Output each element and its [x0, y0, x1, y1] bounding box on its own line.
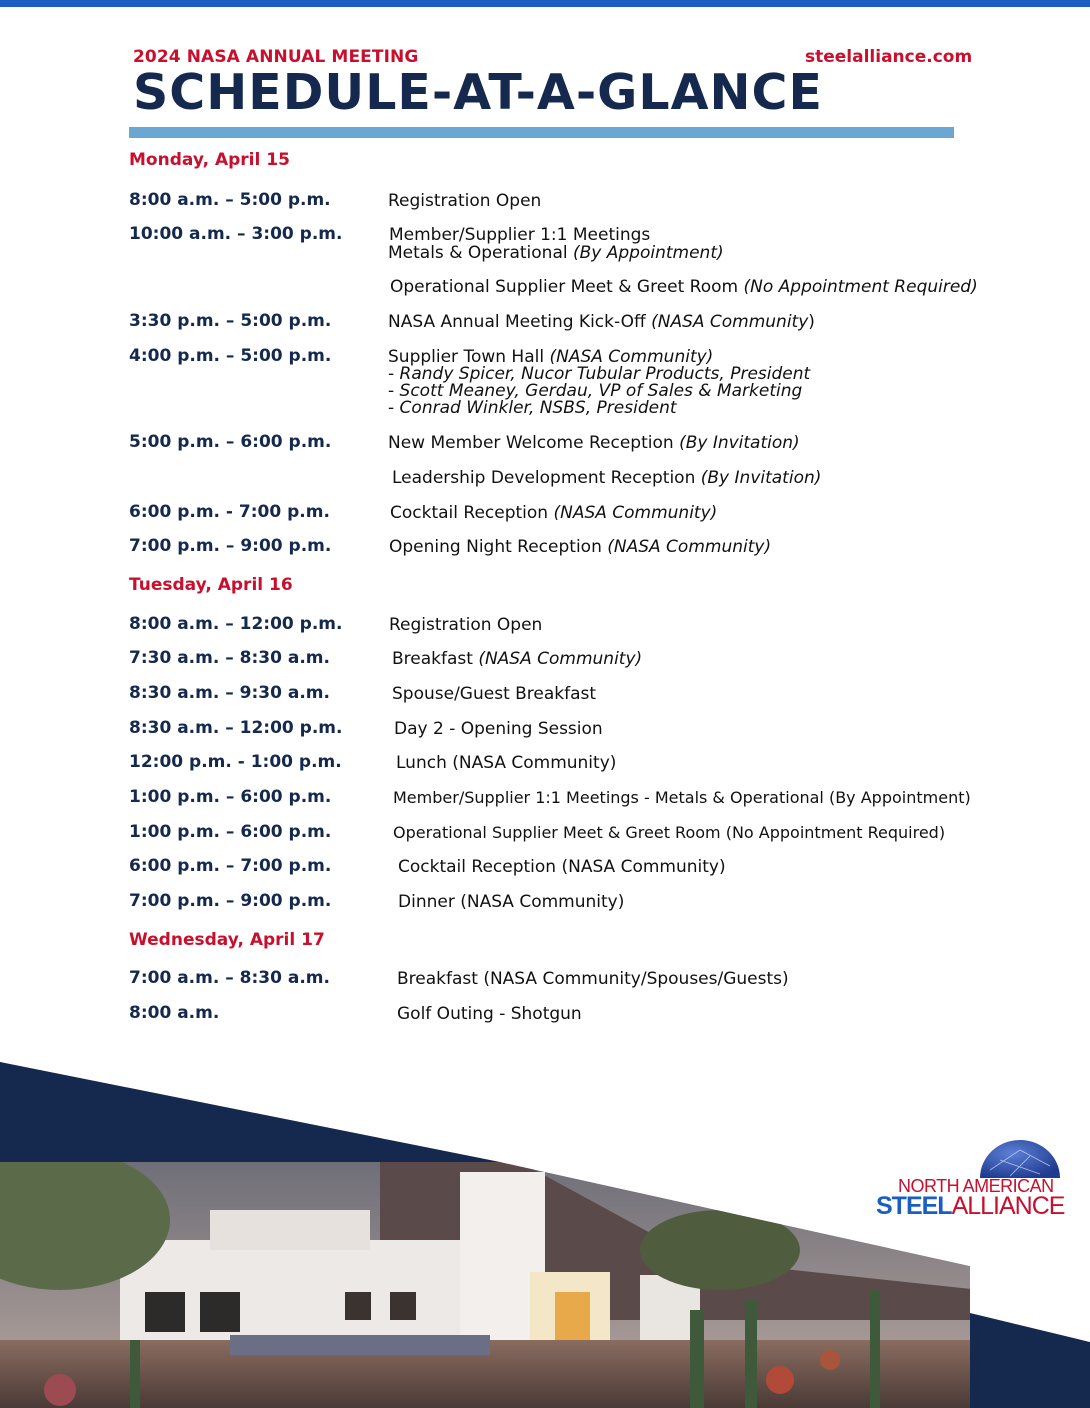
event-name: Spouse/Guest Breakfast: [392, 684, 597, 704]
event-name: Breakfast (NASA Community/Spouses/Guests): [397, 969, 789, 989]
resort-photo: [0, 1060, 1090, 1408]
steel-alliance-logo: [870, 1140, 1070, 1225]
event-note: (NASA Community): [549, 347, 714, 367]
event-title: [389, 538, 771, 556]
event-title: [397, 1005, 582, 1023]
time-slot: 6:00 p.m. – 7:00 p.m.: [129, 856, 332, 876]
event-name: Operational Supplier Meet & Greet Room (No Appointment Required): [393, 823, 946, 842]
event-title: [388, 226, 724, 262]
event-note-suffix: ): [808, 312, 815, 332]
event-subline: Metals & Operational: [388, 243, 573, 263]
time-slot: 1:00 p.m. – 6:00 p.m.: [129, 822, 332, 842]
event-title: [392, 650, 642, 668]
event-note: (By Invitation): [700, 468, 822, 488]
speaker-line: - Randy Spicer, Nucor Tubular Products, President: [388, 364, 811, 384]
site-url[interactable]: steelalliance.com: [805, 47, 973, 67]
logo-text-steel: STEEL: [876, 1192, 952, 1220]
time-slot: 5:00 p.m. – 6:00 p.m.: [129, 432, 332, 452]
event-name: Member/Supplier 1:1 Meetings: [389, 225, 651, 245]
event-name: New Member Welcome Reception: [388, 433, 680, 453]
event-title: [392, 685, 596, 703]
event-note: (No Appointment Required): [743, 277, 978, 297]
event-title: [397, 970, 789, 988]
event-title: [390, 504, 717, 522]
event-title: [388, 313, 815, 331]
event-title: [388, 348, 810, 417]
event-name: Operational Supplier Meet & Greet Room: [390, 277, 744, 297]
time-slot: 7:00 p.m. – 9:00 p.m.: [129, 536, 332, 556]
speaker-line: - Scott Meaney, Gerdau, VP of Sales & Marketing: [388, 381, 803, 401]
event-title: [398, 858, 726, 876]
event-title: [390, 278, 978, 296]
event-note: (NASA Community): [478, 649, 643, 669]
day-heading-tuesday: Tuesday, April 16: [129, 575, 293, 595]
event-title: [388, 192, 541, 210]
event-title: [392, 469, 821, 487]
logo-text-north-american: NORTH AMERICAN: [898, 1176, 1054, 1196]
time-slot: 7:00 p.m. – 9:00 p.m.: [129, 891, 332, 911]
time-slot: 8:30 a.m. – 9:30 a.m.: [129, 683, 330, 703]
event-title: [396, 754, 616, 772]
event-title: [393, 789, 971, 807]
top-accent-bar: [0, 0, 1090, 7]
time-slot: 1:00 p.m. – 6:00 p.m.: [129, 787, 332, 807]
event-name: Cocktail Reception: [390, 503, 554, 523]
time-slot: 8:30 a.m. – 12:00 p.m.: [129, 718, 343, 738]
page-title: SCHEDULE-AT-A-GLANCE: [133, 64, 823, 121]
time-slot: 6:00 p.m. - 7:00 p.m.: [129, 502, 330, 522]
time-slot: 3:30 p.m. – 5:00 p.m.: [129, 311, 332, 331]
event-note: (NASA Community): [607, 537, 772, 557]
time-slot: 10:00 a.m. – 3:00 p.m.: [129, 224, 343, 244]
event-note: (By Invitation): [679, 433, 800, 453]
footer-banner: [0, 1060, 1090, 1408]
event-name: Dinner (NASA Community): [398, 892, 625, 912]
time-slot: 4:00 p.m. – 5:00 p.m.: [129, 346, 332, 366]
day-heading-wednesday: Wednesday, April 17: [129, 930, 325, 950]
event-note: (NASA Community): [553, 503, 718, 523]
time-slot: 8:00 a.m. – 12:00 p.m.: [129, 614, 343, 634]
time-slot: 8:00 a.m. – 5:00 p.m.: [129, 190, 331, 210]
event-name: Cocktail Reception (NASA Community): [398, 857, 726, 877]
event-name: Day 2 - Opening Session: [394, 719, 603, 739]
event-name: Registration Open: [389, 615, 543, 635]
event-name: Supplier Town Hall: [388, 347, 550, 367]
event-title: [394, 720, 603, 738]
event-name: Registration Open: [388, 191, 542, 211]
event-name: Breakfast: [392, 649, 479, 669]
event-label: 2024 NASA ANNUAL MEETING: [133, 47, 419, 67]
event-title: [389, 616, 542, 634]
title-underline: [129, 127, 954, 138]
event-title: [398, 893, 624, 911]
logo-wordmark: [876, 1192, 1064, 1221]
time-slot: 7:00 a.m. – 8:30 a.m.: [129, 968, 330, 988]
speaker-line: - Conrad Winkler, NSBS, President: [388, 398, 677, 418]
time-slot: 12:00 p.m. - 1:00 p.m.: [129, 752, 342, 772]
event-title: [388, 434, 800, 452]
event-note: (NASA Community: [651, 312, 809, 332]
event-note: (By Appointment): [573, 243, 724, 263]
time-slot: 8:00 a.m.: [129, 1003, 220, 1023]
event-name: Golf Outing - Shotgun: [397, 1004, 582, 1024]
time-slot: 7:30 a.m. – 8:30 a.m.: [129, 648, 330, 668]
event-name: Member/Supplier 1:1 Meetings - Metals & Operational (By Appointment): [393, 788, 971, 807]
event-name: NASA Annual Meeting Kick-Off: [388, 312, 652, 332]
day-heading-monday: Monday, April 15: [129, 150, 290, 170]
event-name: Leadership Development Reception: [392, 468, 701, 488]
event-name: Opening Night Reception: [389, 537, 608, 557]
event-title: [393, 824, 945, 842]
logo-text-alliance: ALLIANCE: [951, 1192, 1065, 1220]
event-name: Lunch (NASA Community): [396, 753, 617, 773]
